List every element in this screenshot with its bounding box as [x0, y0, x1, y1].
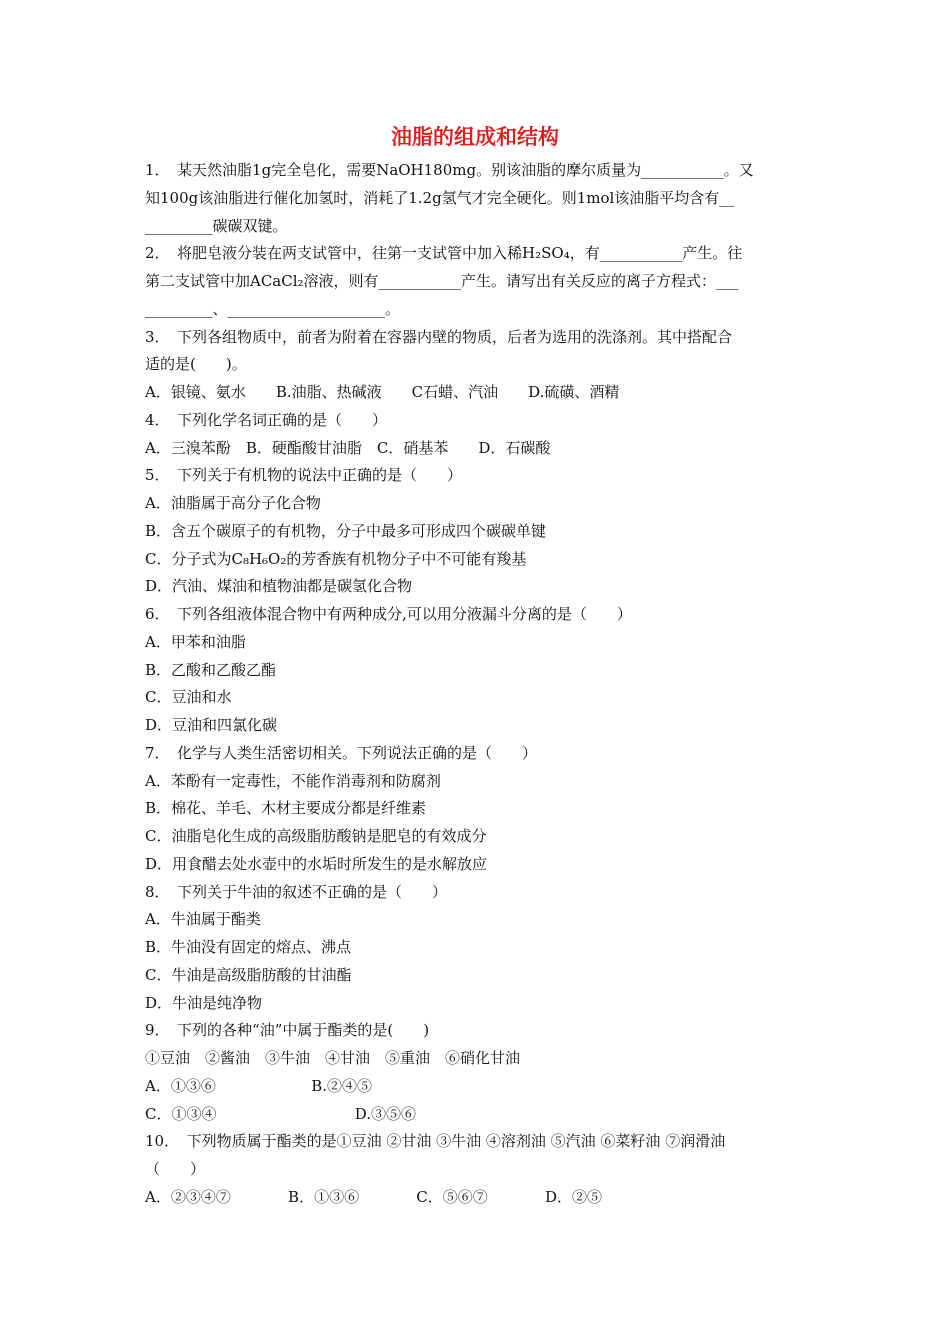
text-line-content: _________碳碳双键。 [145, 216, 288, 235]
text-line-content: A．牛油属于酯类 [145, 910, 261, 929]
text-line-content: （ ） [145, 1160, 206, 1178]
text-line-content: 第二支试管中加ACaCl₂溶液，则有___________产生。请写出有关反应的离子方程式：___ [145, 272, 739, 290]
text-line-content: A．银镜、氨水 B.油脂、热碱液 C石蜡、汽油 D.硫磺、酒精 [145, 383, 620, 401]
text-line-content: 5． 下列关于有机物的说法中正确的是（ ） [145, 466, 463, 485]
text-line-content: C．豆油和水 [145, 688, 232, 707]
text-line [145, 632, 815, 652]
text-line-content: D．汽油、煤油和植物油都是碳氢化合物 [145, 577, 413, 596]
text-line [145, 299, 815, 319]
text-line [145, 188, 815, 208]
page-title: 油脂的组成和结构 [391, 125, 559, 149]
text-line [145, 715, 815, 735]
text-line-content: 6． 下列各组液体混合物中有两种成分,可以用分液漏斗分离的是（ ） [145, 605, 632, 623]
text-line-content: C．分子式为C₈H₆O₂的芳香族有机物分子中不可能有羧基 [145, 549, 527, 568]
text-line [145, 771, 815, 791]
text-line-content: C．①③④ D.③⑤⑥ [145, 1104, 417, 1123]
text-line-content: D．用食醋去处水壶中的水垢时所发生的是水解放应 [145, 854, 488, 873]
text-line [145, 1131, 815, 1151]
text-line [145, 549, 815, 569]
text-line [145, 382, 815, 402]
text-line [145, 354, 815, 374]
text-line-content: 适的是( )。 [145, 355, 247, 374]
text-line-content: B．含五个碳原子的有机物，分子中最多可形成四个碳碳单键 [145, 521, 547, 540]
text-line-content: A．苯酚有一定毒性，不能作消毒剂和防腐剂 [145, 771, 441, 790]
text-line [145, 271, 815, 291]
text-line [145, 965, 815, 985]
text-line-content: 1． 某天然油脂1g完全皂化，需要NaOH180mg。别该油脂的摩尔质量为___________。又 [145, 161, 754, 179]
text-line [145, 160, 815, 180]
text-line [145, 216, 815, 236]
text-line [145, 410, 815, 430]
text-line-content: B．乙酸和乙酸乙酯 [145, 660, 277, 679]
text-line [145, 1076, 815, 1096]
text-line-content: B．牛油没有固定的熔点、沸点 [145, 938, 352, 956]
text-line-content: A．三溴苯酚 B．硬酯酸甘油脂 C．硝基苯 D．石碳酸 [145, 438, 551, 457]
text-line-content: 10． 下列物质属于酯类的是①豆油 ②甘油 ③牛油 ④溶剂油 ⑤汽油 ⑥菜籽油 ⑦润滑油 [145, 1132, 726, 1151]
text-line [145, 660, 815, 680]
text-line [145, 854, 815, 874]
text-line [145, 243, 815, 263]
text-line-content: 3． 下列各组物质中，前者为附着在容器内壁的物质，后者为选用的洗涤剂。其中搭配合 [145, 327, 733, 346]
text-line [145, 937, 815, 957]
text-line [145, 909, 815, 929]
text-line [145, 1104, 815, 1124]
text-line [145, 438, 815, 458]
text-line-content: B．棉花、羊毛、木材主要成分都是纤维素 [145, 799, 427, 818]
text-line [145, 743, 815, 763]
text-line-content: A．甲苯和油脂 [145, 632, 246, 651]
text-line-content: A．②③④⑦ B．①③⑥ C．⑤⑥⑦ D．②⑤ [145, 1187, 603, 1206]
text-line [145, 1187, 815, 1207]
text-line-content: 8． 下列关于牛油的叙述不正确的是（ ） [145, 882, 448, 901]
text-line-content: 知100g该油脂进行催化加氢时，消耗了1.2g氢气才完全硬化。则1mol该油脂平均含有__ [145, 188, 735, 207]
text-line-content: D．牛油是纯净物 [145, 993, 263, 1012]
text-line [145, 798, 815, 818]
text-line-content: A．油脂属于高分子化合物 [145, 494, 321, 512]
text-line-content: D．豆油和四氯化碳 [145, 716, 278, 734]
text-line-content: 4． 下列化学名词正确的是（ ） [145, 410, 388, 429]
text-line [145, 993, 815, 1013]
text-line-content: 2． 将肥皂液分装在两支试管中，往第一支试管中加入稀H₂SO₄，有___________产生。往 [145, 244, 743, 263]
text-line [145, 1048, 815, 1068]
text-line [145, 327, 815, 347]
text-line [145, 1020, 815, 1040]
text-line-content: 9． 下列的各种“油”中属于酯类的是( ) [145, 1021, 430, 1040]
text-line [145, 604, 815, 624]
text-line [145, 882, 815, 902]
text-line [145, 826, 815, 846]
text-line-content: ①豆油 ②酱油 ③牛油 ④甘油 ⑤重油 ⑥硝化甘油 [145, 1049, 521, 1067]
text-line-content: _________、_____________________。 [145, 299, 401, 318]
text-line [145, 576, 815, 596]
text-line [145, 493, 815, 513]
text-line [145, 521, 815, 541]
text-line-content: 7． 化学与人类生活密切相关。下列说法正确的是（ ） [145, 743, 538, 762]
text-line-content: C．油脂皂化生成的高级脂肪酸钠是肥皂的有效成分 [145, 827, 487, 845]
text-line [145, 465, 815, 485]
text-line [145, 1159, 815, 1179]
text-line [145, 687, 815, 707]
text-line-content: C．牛油是高级脂肪酸的甘油酯 [145, 965, 352, 984]
text-line-content: A．①③⑥ B.②④⑤ [145, 1076, 372, 1095]
